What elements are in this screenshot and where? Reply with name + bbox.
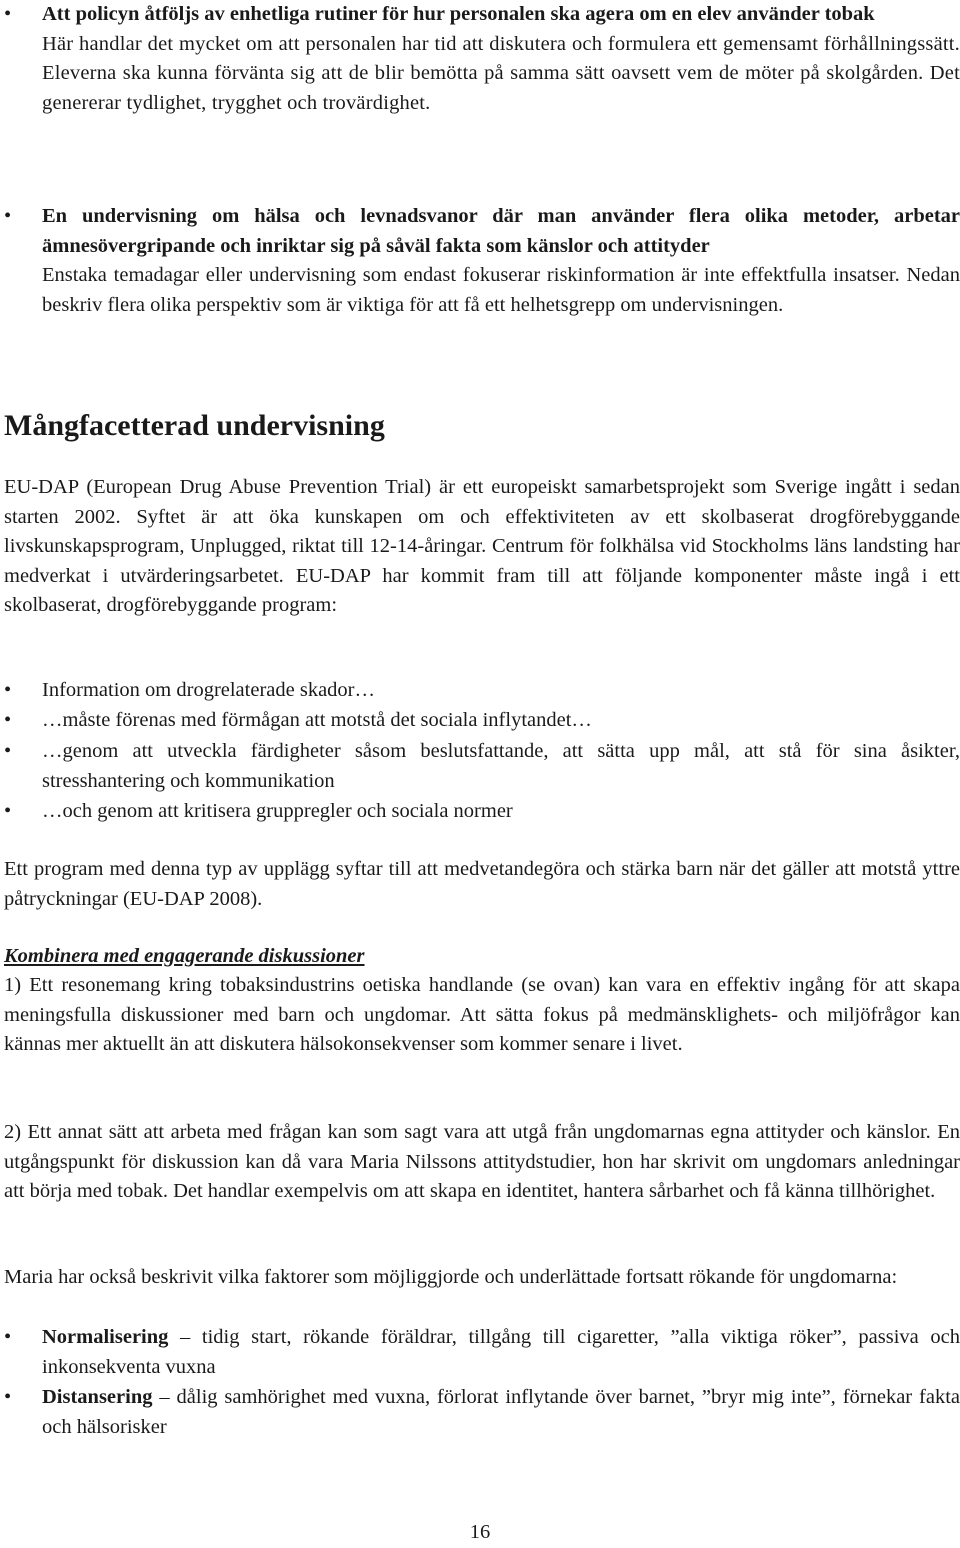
factor-term: Normalisering (42, 1326, 169, 1348)
bullet-icon: • (4, 709, 12, 731)
component-item (4, 737, 960, 796)
bullet-text: Enstaka temadagar eller undervisning som endast fokuserar riskinformation är inte effektfulla insatser. Nedan beskriv flera olika perspektiv som är viktiga för att få ett helhetsgrepp om undervisningen. (42, 264, 960, 316)
factor-text (42, 1323, 960, 1382)
factor-term: Distansering (42, 1386, 153, 1408)
section-outro (4, 855, 960, 914)
section-intro (4, 473, 960, 621)
bullet-icon: • (4, 1326, 12, 1348)
intro-paragraph: EU-DAP (European Drug Abuse Prevention Trial) är ett europeiskt samarbetsprojekt som Sverige ingått i sedan starten 2002. Syftet är att öka kunskapen om och effektiviteten av ett skolbaserat drogförebyggande livskunskapsprogram, Unplugged, riktat till 12-14-åringar. Centrum för folkhälsa vid Stockholms läns landsting har medverkat i utvärderingsarbetet. EU-DAP har kommit fram till att följande komponenter måste ingå i ett skolbaserat, drogförebyggande program: (4, 476, 960, 616)
bullet-heading: En undervisning om hälsa och levnadsvanor där man använder flera olika metoder, arbetar ämnesövergripande och inriktar sig på såväl fakta som känslor och attityder (42, 205, 960, 257)
factor-item (4, 1383, 960, 1442)
factor-desc: – tidig start, rökande föräldrar, tillgång till cigaretter, ”alla viktiga röker”, passiva och inkonsekventa vuxna (42, 1326, 960, 1378)
paragraph-text: 1) Ett resonemang kring tobaksindustrins oetiska handlande (se ovan) kan vara en effektiv ingång för att skapa meningsfulla diskussioner med barn och ungdomar. Att sätta fokus på medmänsklighets- och miljöfrågor kan kännas mer aktuellt än att diskutera hälsokonsekvenser som kommer senare i livet. (4, 974, 960, 1055)
bullet-heading: Att policyn åtföljs av enhetliga rutiner för hur personalen ska agera om en elev använder tobak (42, 3, 875, 25)
factor-desc: – dålig samhörighet med vuxna, förlorat inflytande över barnet, ”bryr mig inte”, förnekar fakta och hälsorisker (42, 1386, 960, 1438)
bullet-icon: • (4, 3, 12, 25)
discussions-subheading: Kombinera med engagerande diskussioner (4, 945, 365, 967)
bullet-icon: • (4, 1386, 12, 1408)
component-text: …måste förenas med förmågan att motstå det sociala inflytandet… (42, 709, 592, 731)
page-number: 16 (469, 1521, 491, 1543)
bullet-icon: • (4, 679, 12, 701)
discussion-paragraph-3 (4, 1263, 960, 1293)
component-item (4, 706, 960, 736)
paragraph-text: Maria har också beskrivit vilka faktorer som möjliggjorde och underlättade fortsatt rökande för ungdomarna: (4, 1266, 898, 1288)
section-heading-block (4, 408, 960, 444)
factor-text (42, 1383, 960, 1442)
component-text: …genom att utveckla färdigheter såsom beslutsfattande, att sätta upp mål, att stå för sina åsikter, stresshantering och kommunikation (42, 740, 960, 792)
bullet-icon: • (4, 740, 12, 762)
bullet-icon: • (4, 205, 12, 227)
bullet-text: Här handlar det mycket om att personalen har tid att diskutera och formulera ett gemensamt förhållningssätt. Eleverna ska kunna förvänta sig att de blir bemötta på samma sätt oavsett vem de möter på skolgården. Det genererar tydlighet, trygghet och trovärdighet. (42, 32, 960, 114)
component-text: …och genom att kritisera gruppregler och sociala normer (42, 800, 513, 822)
teaching-bullet (4, 202, 960, 320)
bullet-body (42, 0, 960, 118)
policy-bullet (4, 0, 960, 118)
paragraph-text: 2) Ett annat sätt att arbeta med frågan kan som sagt vara att utgå från ungdomarnas egna attityder och känslor. En utgångspunkt för diskussion kan då vara Maria Nilssons attitydstudier, hon har skrivit om ungdomars anledningar att börja med tobak. Det handlar exempelvis om att skapa en identitet, hantera sårbarhet och få känna tillhörighet. (4, 1121, 960, 1202)
bullet-icon: • (4, 800, 12, 822)
component-item (4, 797, 960, 827)
component-text: Information om drogrelaterade skador… (42, 679, 376, 701)
discussions-heading-block (4, 942, 960, 972)
section-title: Mångfacetterad undervisning (4, 409, 385, 442)
discussion-paragraph-1 (4, 971, 960, 1060)
bullet-body (42, 202, 960, 320)
discussion-paragraph-2 (4, 1118, 960, 1207)
outro-paragraph: Ett program med denna typ av upplägg syftar till att medvetandegöra och stärka barn när det gäller att motstå yttre påtryckningar (EU-DAP 2008). (4, 858, 960, 910)
component-item (4, 676, 960, 706)
factor-item (4, 1323, 960, 1382)
